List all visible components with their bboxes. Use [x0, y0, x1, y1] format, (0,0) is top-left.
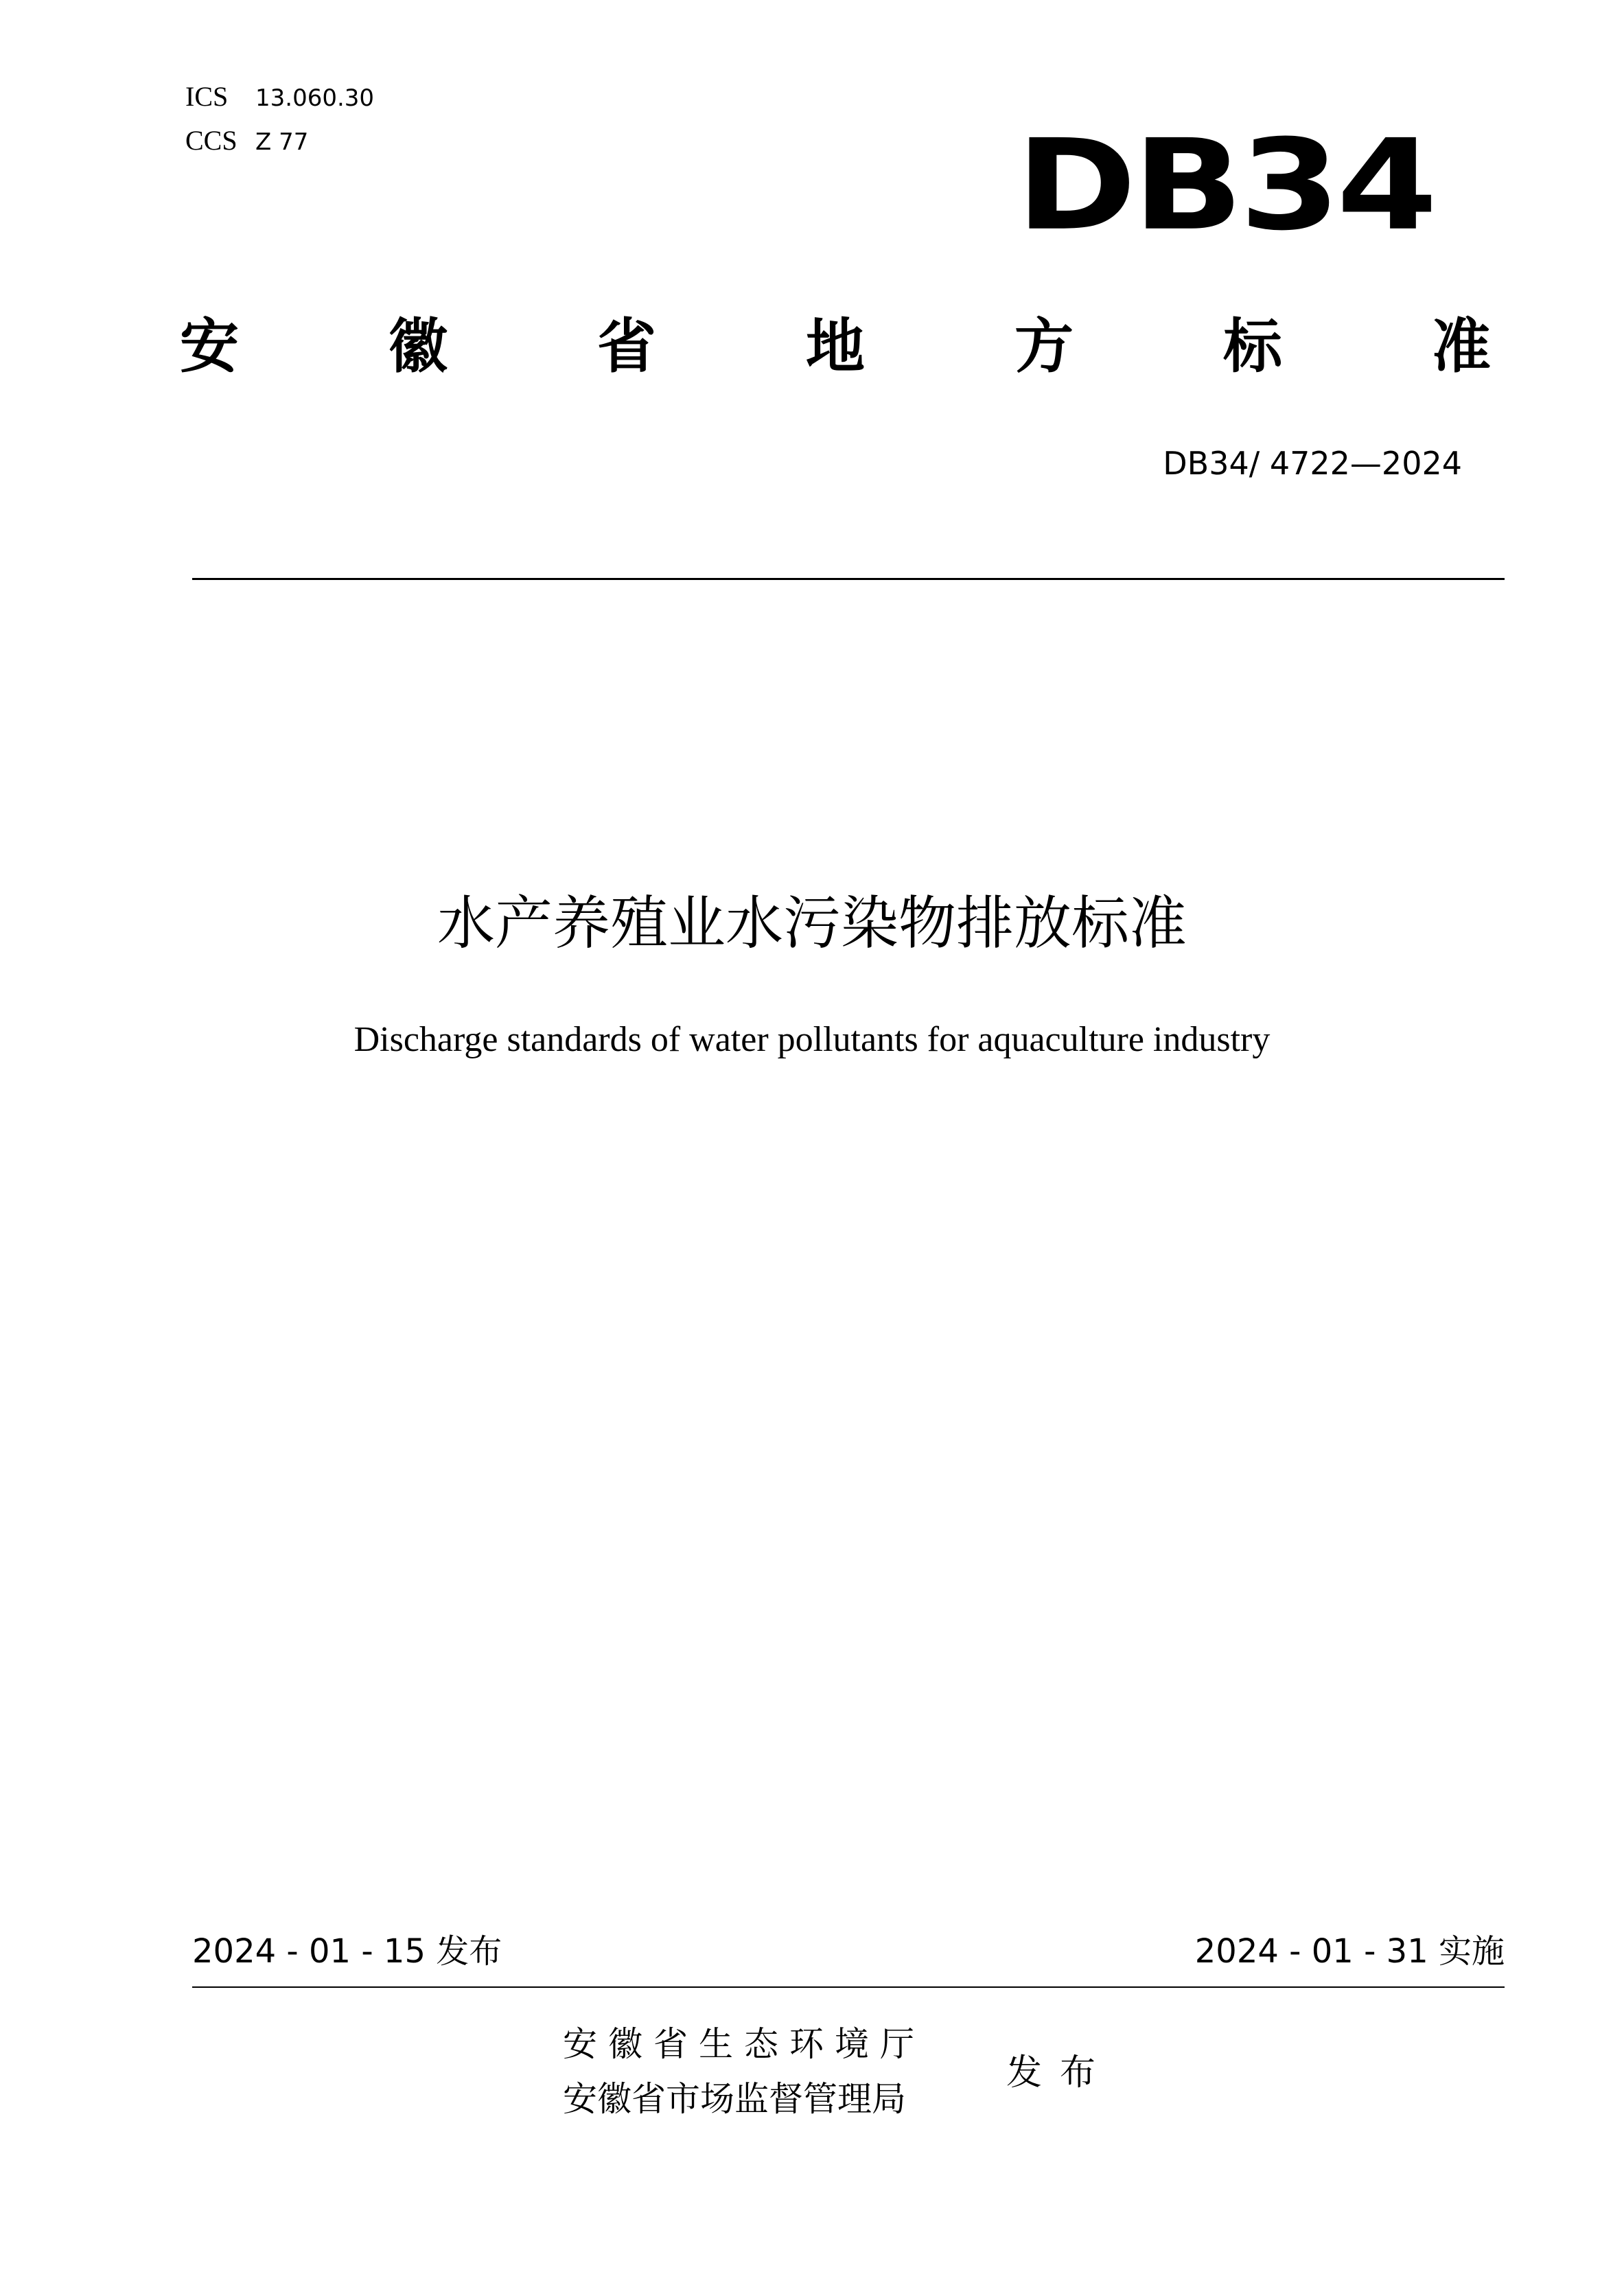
top-divider [192, 578, 1505, 580]
document-title-chinese: 水产养殖业水污染物排放标准 [437, 890, 1187, 957]
document-title-english: Discharge standards of water pollutants for aquaculture industry [353, 1020, 1271, 1059]
standard-type-char: 徽 [388, 312, 448, 381]
ccs-row [185, 119, 374, 163]
bottom-divider [192, 1986, 1505, 1988]
implementation-date: 2024 - 01 - 31 实施 [1194, 1932, 1505, 1971]
standard-type-char: 准 [1432, 312, 1491, 381]
issue-date: 2024 - 01 - 15 发布 [192, 1932, 502, 1971]
issuer-name: 安徽省生态环境厅 [563, 2024, 925, 2064]
standard-type-char: 地 [806, 312, 865, 381]
standard-type-char: 省 [597, 312, 656, 381]
issuer-name: 安徽省市场监督管理局 [563, 2079, 906, 2119]
standard-type-char: 标 [1223, 312, 1282, 381]
ics-code: 13.060.30 [255, 84, 375, 112]
standard-type-char: 方 [1014, 312, 1074, 381]
classification-codes [185, 76, 374, 163]
standard-number: DB34/ 4722—2024 [1163, 445, 1462, 482]
db34-logo: DB34 [1016, 112, 1434, 258]
standard-type-heading [180, 305, 1491, 388]
ics-row [185, 76, 374, 119]
ccs-code: Z 77 [255, 128, 309, 156]
ics-label: ICS [185, 81, 229, 112]
ccs-label: CCS [185, 125, 237, 156]
standard-type-char: 安 [180, 312, 239, 381]
issuing-authorities [563, 2017, 925, 2126]
issue-verb: 发布 [1006, 2052, 1114, 2094]
